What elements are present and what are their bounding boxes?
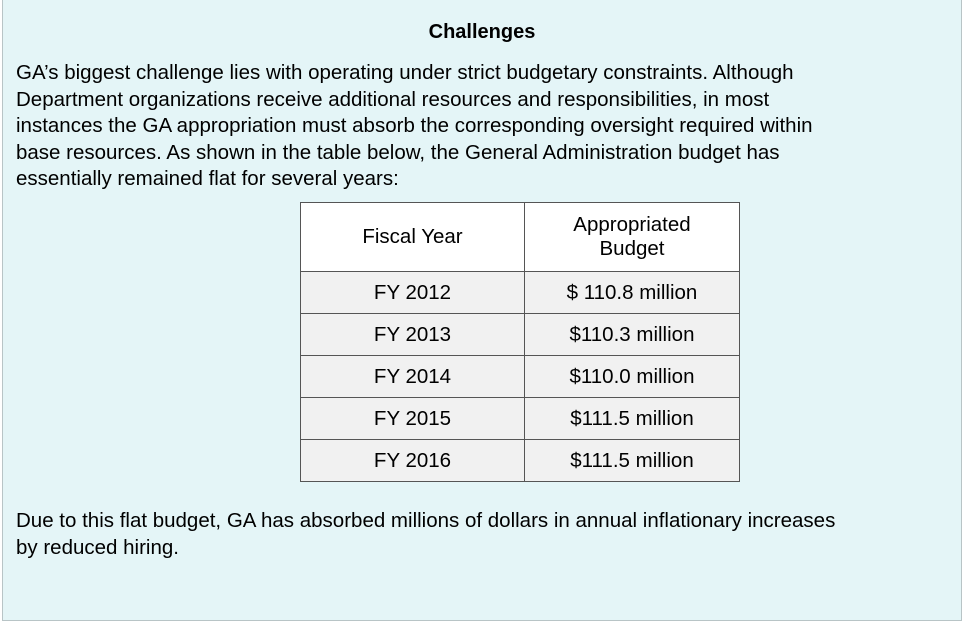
budget-cell: $110.0 million	[525, 356, 740, 398]
table-row	[301, 356, 740, 398]
table-row	[301, 440, 740, 482]
budget-cell: $ 110.8 million	[525, 272, 740, 314]
intro-line: instances the GA appropriation must absorb the corresponding oversight required within	[16, 114, 813, 137]
table-row	[301, 398, 740, 440]
column-header-appropriated-budget	[525, 203, 740, 272]
intro-line: base resources. As shown in the table below, the General Administration budget has	[16, 140, 780, 164]
fiscal-year-cell: FY 2012	[301, 272, 525, 314]
closing-line: Due to this flat budget, GA has absorbed millions of dollars in annual inflationary increases	[16, 509, 836, 532]
budget-table	[300, 202, 740, 482]
fiscal-year-cell: FY 2016	[301, 440, 525, 482]
fiscal-year-cell: FY 2014	[301, 356, 525, 398]
intro-paragraph	[16, 60, 946, 193]
table-row	[301, 314, 740, 356]
header-text: Appropriated Budget	[573, 213, 691, 260]
table-row	[301, 272, 740, 314]
closing-paragraph	[16, 508, 946, 561]
closing-line: by reduced hiring.	[16, 535, 179, 559]
fiscal-year-cell: FY 2013	[301, 314, 525, 356]
fiscal-year-cell: FY 2015	[301, 398, 525, 440]
intro-line: GA’s biggest challenge lies with operating under strict budgetary constraints. Although	[16, 61, 794, 84]
budget-cell: $110.3 million	[525, 314, 740, 356]
column-header-fiscal-year: Fiscal Year	[301, 203, 525, 272]
intro-line: essentially remained flat for several years:	[16, 167, 399, 190]
intro-line: Department organizations receive additional resources and responsibilities, in most	[16, 87, 770, 111]
budget-cell: $111.5 million	[525, 440, 740, 482]
budget-cell: $111.5 million	[525, 398, 740, 440]
table-header-row	[301, 203, 740, 272]
section-title: Challenges	[428, 21, 536, 43]
